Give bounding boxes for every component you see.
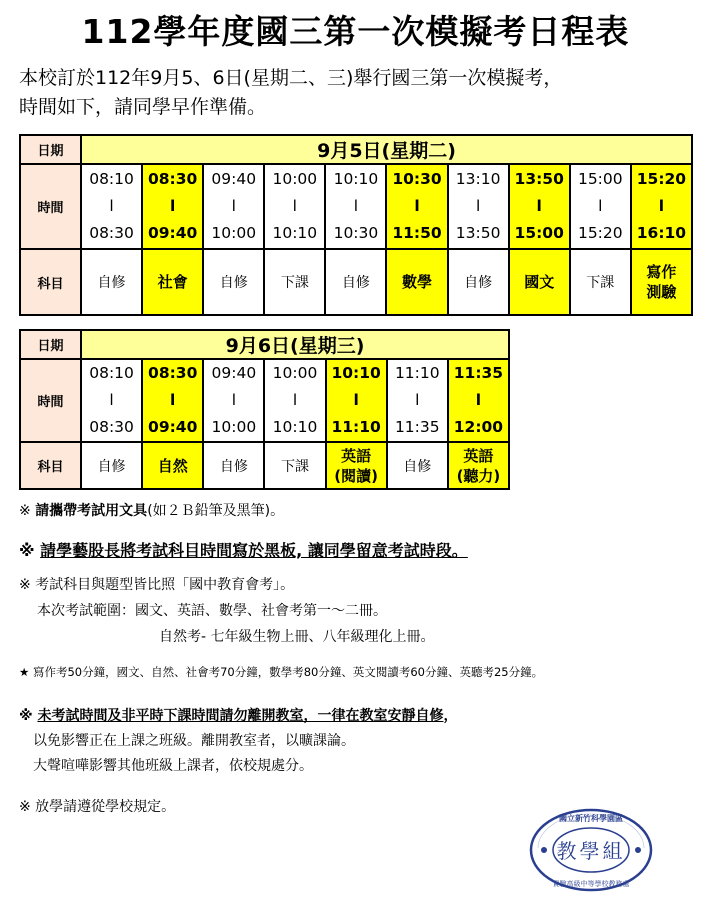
subject-header: 科目 — [20, 442, 81, 489]
school-seal — [528, 808, 654, 892]
intro-line-2: 時間如下，請同學早作準備。 — [19, 96, 267, 118]
intro-line-1: 本校訂於112年9月5、6日(星期二、三)舉行國三第一次模擬考， — [19, 67, 563, 89]
time-slot-9: 15:00 l 15:20 — [570, 164, 631, 249]
subject-cell: 下課 — [570, 249, 631, 315]
time-slot-6: 10:30 l 11:50 — [386, 164, 447, 249]
date-cell-day2: 9月6日(星期三) — [81, 330, 509, 359]
subject-cell: 自修 — [203, 249, 264, 315]
subject-cell: 英語 (聽力) — [448, 442, 509, 489]
subject-cell: 下課 — [264, 442, 325, 489]
subject-cell: 自修 — [81, 249, 142, 315]
time-slot-3: 09:40 l 10:00 — [203, 359, 264, 442]
schedule-table-day2 — [19, 329, 510, 490]
subject-cell: 數學 — [386, 249, 447, 315]
subject-cell: 寫作 測驗 — [631, 249, 692, 315]
svg-text:實驗高級中等學校教務處: 實驗高級中等學校教務處 — [552, 880, 630, 888]
time-slot-3: 09:40 l 10:00 — [203, 164, 264, 249]
note-blackboard: ※ 請學藝股長將考試科目時間寫於黑板, 讓同學留意考試時段。 — [19, 541, 468, 560]
time-header: 時間 — [20, 359, 81, 442]
note-dismissal: ※ 放學請遵從學校規定。 — [19, 799, 176, 815]
subject-cell: 社會 — [142, 249, 203, 315]
intro-text — [19, 64, 562, 122]
time-slot-1: 08:10 l 08:30 — [81, 164, 142, 249]
subject-cell: 自然 — [142, 442, 203, 489]
subject-cell: 英語 (閱讀) — [326, 442, 387, 489]
time-slot-6: 11:10 l 11:35 — [387, 359, 448, 442]
subject-header: 科目 — [20, 249, 81, 315]
note-exam-scope: ※ 考試科目與題型皆比照「國中教育會考」。 本次考試範圍：國文、英語、數學、社會考第一～二冊。 自然考- 七年級生物上冊、八年級理化上冊。 — [19, 577, 435, 645]
date-header: 日期 — [20, 330, 81, 359]
time-slot-8: 13:50 l 15:00 — [509, 164, 570, 249]
time-slot-5: 10:10 l 10:30 — [325, 164, 386, 249]
subject-cell: 自修 — [325, 249, 386, 315]
subject-cell: 自修 — [81, 442, 142, 489]
subject-cell: 下課 — [264, 249, 325, 315]
time-slot-4: 10:00 l 10:10 — [264, 359, 325, 442]
subject-cell: 自修 — [448, 249, 509, 315]
time-slot-7: 11:35 l 12:00 — [448, 359, 509, 442]
subject-cell: 國文 — [509, 249, 570, 315]
time-slot-10: 15:20 l 16:10 — [631, 164, 692, 249]
time-slot-1: 08:10 l 08:30 — [81, 359, 142, 442]
time-slot-2: 08:30 l 09:40 — [142, 359, 203, 442]
note-classroom-rules: ※ 未考試時間及非平時下課時間請勿離開教室，一律在教室安靜自修， 以免影響正在上課之班級。離開教室者，以曠課論。 大聲喧嘩影響其他班級上課者，依校規處分。 — [19, 708, 458, 774]
date-cell-day1: 9月5日(星期二) — [81, 135, 692, 164]
page-title: 112學年度國三第一次模擬考日程表 — [81, 12, 630, 51]
schedule-table-day1 — [19, 134, 693, 316]
note-durations: ★ 寫作考50分鐘，國文、自然、社會考70分鐘，數學考80分鐘、英文閱讀考60分鐘、英聽考25分鐘。 — [19, 665, 544, 679]
note-stationery: ※ 請攜帶考試用文具(如２Ｂ鉛筆及黑筆)。 — [19, 503, 285, 519]
time-slot-2: 08:30 l 09:40 — [142, 164, 203, 249]
time-slot-7: 13:10 l 13:50 — [448, 164, 509, 249]
subject-cell: 自修 — [387, 442, 448, 489]
subject-cell: 自修 — [203, 442, 264, 489]
seal-center-text: 教學組 — [556, 839, 626, 863]
svg-text:國立新竹科學園區: 國立新竹科學園區 — [559, 814, 623, 823]
time-header: 時間 — [20, 164, 81, 249]
date-header: 日期 — [20, 135, 81, 164]
seal-graphic — [528, 808, 654, 892]
time-slot-4: 10:00 l 10:10 — [264, 164, 325, 249]
time-slot-5: 10:10 l 11:10 — [326, 359, 387, 442]
